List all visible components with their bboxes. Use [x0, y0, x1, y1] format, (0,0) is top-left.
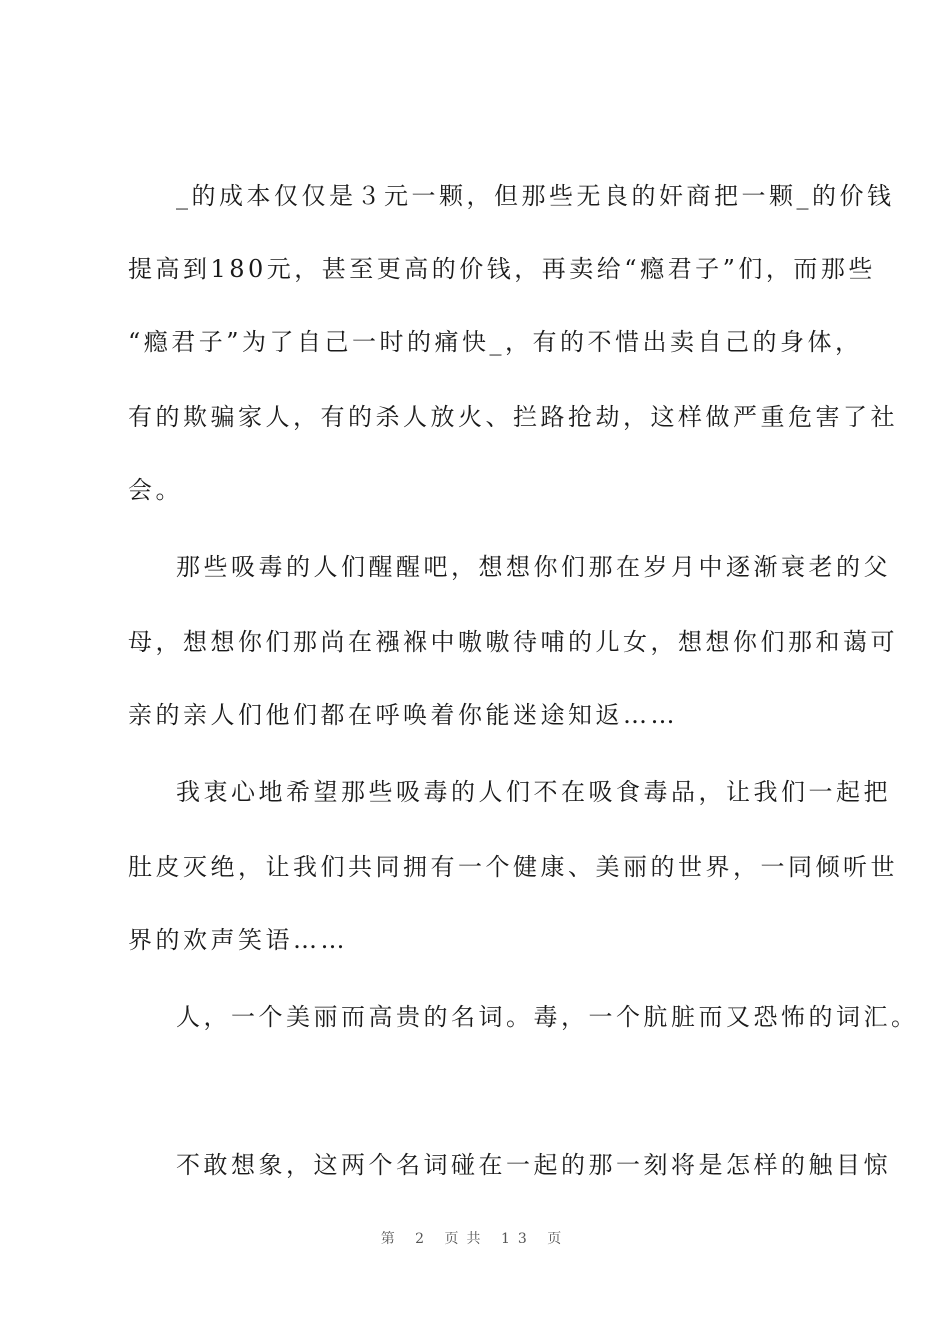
- text-line: 那些吸毒的人们醒醒吧，想想你们那在岁月中逐渐衰老的父: [176, 553, 891, 581]
- text-line: 母，想想你们那尚在襁褓中嗷嗷待哺的儿女，想想你们那和蔼可: [128, 628, 898, 656]
- text-line: 亲的亲人们他们都在呼唤着你能迷途知返……: [128, 701, 678, 729]
- text-line: “瘾君子”为了自己一时的痛快_，有的不惜出卖自己的身体，: [128, 328, 863, 356]
- text-line: 不敢想象，这两个名词碰在一起的那一刻将是怎样的触目惊: [176, 1151, 891, 1179]
- text-line: 人，一个美丽而高贵的名词。毒，一个肮脏而又恐怖的词汇。: [176, 1003, 919, 1031]
- text-line: _的成本仅仅是３元一颗，但那些无良的奸商把一颗_的价钱: [176, 182, 895, 210]
- text-line: 提高到180元，甚至更高的价钱，再卖给“瘾君子”们，而那些: [128, 255, 876, 283]
- text-line: 肚皮灭绝，让我们共同拥有一个健康、美丽的世界，一同倾听世: [128, 853, 898, 881]
- text-line: 界的欢声笑语……: [128, 926, 348, 954]
- text-line: 有的欺骗家人，有的杀人放火、拦路抢劫，这样做严重危害了社: [128, 403, 898, 431]
- text-line: 我衷心地希望那些吸毒的人们不在吸食毒品，让我们一起把: [176, 778, 891, 806]
- text-line: 会。: [128, 476, 183, 504]
- page-footer: 第 2 页共 13 页: [380, 1231, 570, 1247]
